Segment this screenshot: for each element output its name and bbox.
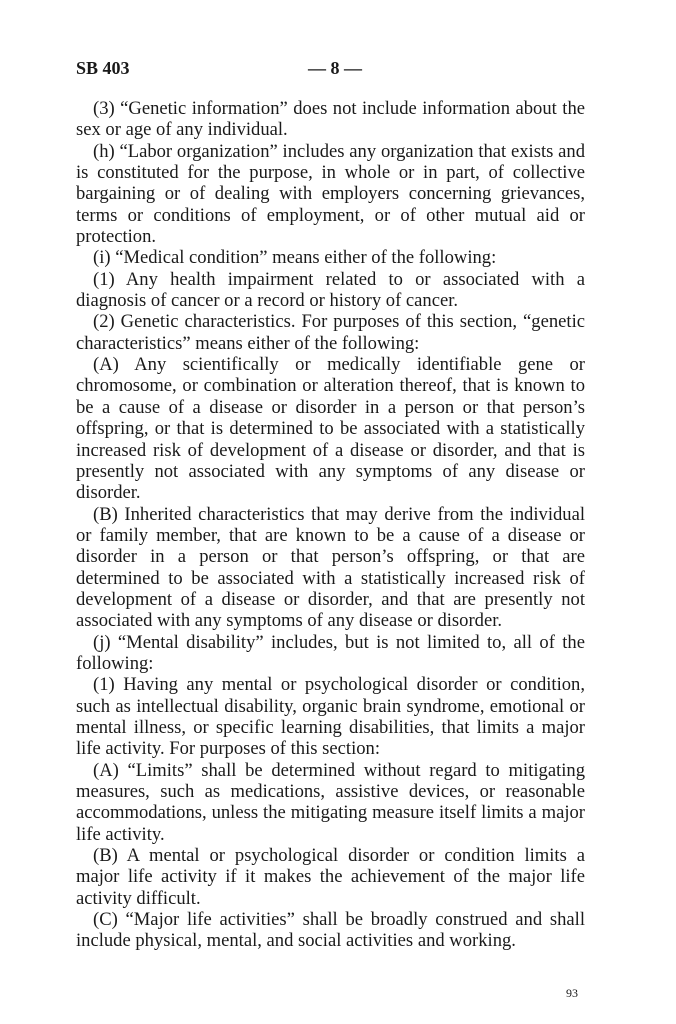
- paragraph-i-2-A: (A) Any scientifically or medically identifiable gene or chromosome, or combination or alteration thereof, that is known to be a cause of a disease or disorder in a person or that person’s offspring, or that is determined to be associated with a statistically increased risk of development of a disease or disorder, and that is presently not associated with any symptoms of any disease or disorder.: [76, 354, 585, 504]
- paragraph-j-mental-disability: (j) “Mental disability” includes, but is not limited to, all of the following:: [76, 631, 585, 674]
- paragraph-j-1-A-limits: (A) “Limits” shall be determined without regard to mitigating measures, such as medications, assistive devices, or reasonable accommodations, unless the mitigating measure itself limits a major life activity.: [76, 759, 585, 845]
- page-number: — 8 —: [308, 58, 362, 78]
- paragraph-3-genetic-information: (3) “Genetic information” does not include information about the sex or age of any individual.: [76, 98, 585, 141]
- footer-number: 93: [566, 986, 578, 1000]
- paragraph-j-1: (1) Having any mental or psychological disorder or condition, such as intellectual disability, organic brain syndrome, emotional or mental illness, or specific learning disabilities, that limits a major life activity. For purposes of this section:: [76, 674, 585, 760]
- paragraph-i-medical-condition: (i) “Medical condition” means either of the following:: [93, 247, 497, 269]
- paragraph-j-1-C-major-life-activities: (C) “Major life activities” shall be broadly construed and shall include physical, mental, and social activities and working.: [76, 909, 585, 952]
- document-body: [76, 98, 585, 952]
- paragraph-i-1-cancer: (1) Any health impairment related to or associated with a diagnosis of cancer or a record or history of cancer.: [76, 268, 585, 312]
- paragraph-i-2-B: (B) Inherited characteristics that may derive from the individual or family member, that are known to be a cause of a disease or disorder in a person or that person’s offspring, or that are determined to be associated with a statistically increased risk of development of a disease or disorder, and that are presently not associated with any symptoms of any disease or disorder.: [76, 503, 585, 632]
- bill-id: SB 403: [76, 58, 130, 78]
- paragraph-j-1-B: (B) A mental or psychological disorder or condition limits a major life activity if it makes the achievement of the major life activity difficult.: [76, 845, 585, 909]
- paragraph-h-labor-organization: (h) “Labor organization” includes any organization that exists and is constituted for the purpose, in whole or in part, of collective bargaining or of dealing with employers concerning grievances, terms or conditions of employment, or of other mutual aid or protection.: [76, 140, 585, 248]
- page-header: [76, 58, 584, 82]
- paragraph-i-2-genetic-characteristics: (2) Genetic characteristics. For purposes of this section, “genetic characteristics” means either of the following:: [76, 311, 585, 354]
